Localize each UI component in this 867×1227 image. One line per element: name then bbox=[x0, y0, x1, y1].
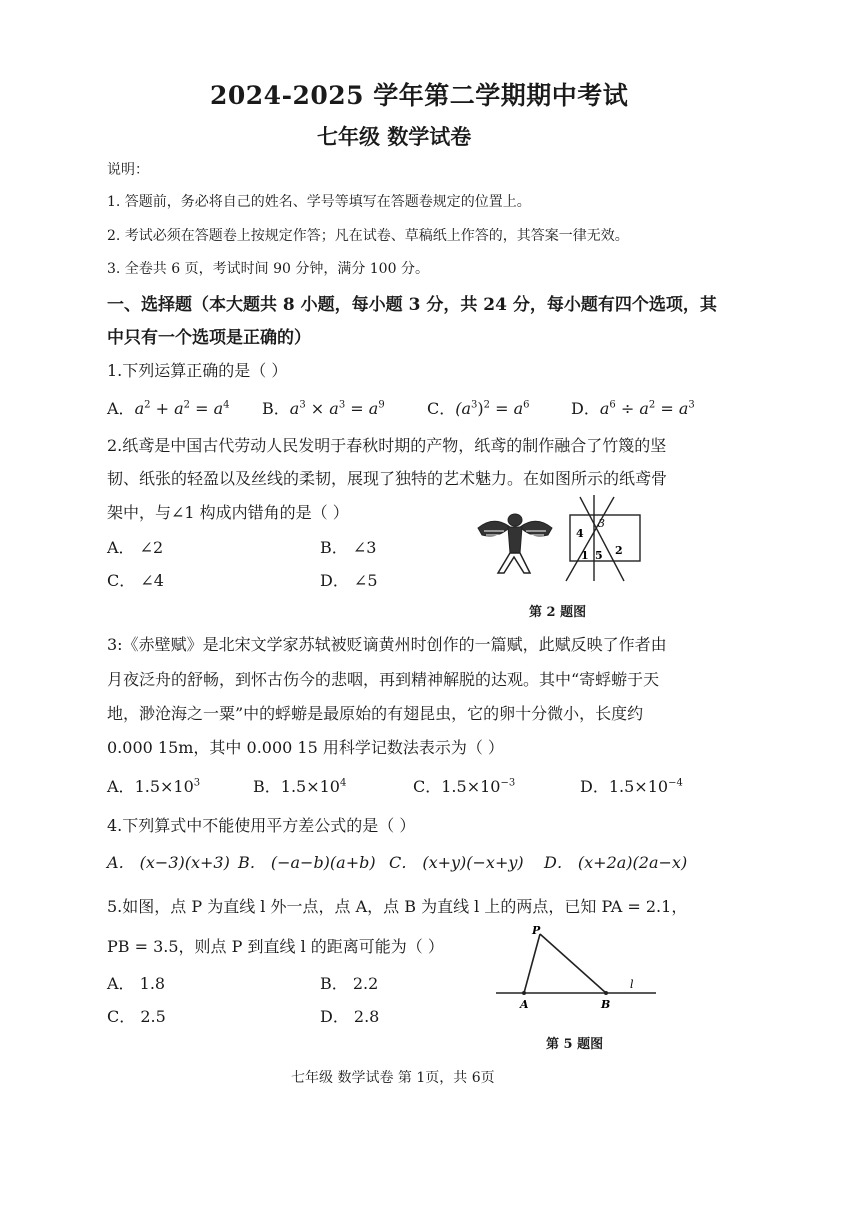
q2-option-a: A． ∠2 bbox=[107, 538, 164, 557]
point-b-label: B bbox=[601, 998, 611, 1011]
q3-option-c: C．$1.5\times 10^{-3}$ bbox=[413, 777, 516, 796]
q5-option-a: A． 1.8 bbox=[107, 974, 166, 993]
q2-option-b: B． ∠3 bbox=[320, 538, 377, 557]
q2-option-c: C． ∠4 bbox=[107, 571, 164, 590]
q4-option-a: A． (x−3)(x+3) bbox=[107, 853, 230, 872]
note-item-3: 3. 全卷共 6 页，考试时间 90 分钟，满分 100 分。 bbox=[107, 261, 429, 277]
q2-line2: 韧、纸张的轻盈以及丝线的柔韧，展现了独特的艺术魅力。在如图所示的纸鸢骨 bbox=[107, 469, 668, 488]
page-footer: 七年级 数学试卷 第 1页，共 6页 bbox=[291, 1070, 495, 1086]
q4-option-c: C． (x+y)(−x+y) bbox=[389, 853, 524, 872]
point-b-dot bbox=[604, 991, 608, 995]
q3-option-a: A．$1.5\times 10^3$ bbox=[107, 777, 201, 796]
exam-subtitle: 七年级 数学试卷 bbox=[317, 124, 472, 149]
angle-label-2: 2 bbox=[615, 544, 623, 557]
point-a-label: A bbox=[520, 998, 529, 1011]
q2-option-d: D． ∠5 bbox=[320, 571, 378, 590]
q3-option-d: D．$1.5\times 10^{-4}$ bbox=[580, 777, 683, 796]
q2-line3: 架中，与∠1 构成内错角的是（ ） bbox=[107, 503, 349, 522]
note-item-1: 1. 答题前，务必将自己的姓名、学号等填写在答题卷规定的位置上。 bbox=[107, 194, 531, 210]
q1-option-a: A．$a^2 + a^2 = a^4$ bbox=[107, 399, 230, 418]
segment-pa bbox=[524, 934, 540, 993]
notes-heading: 说明： bbox=[107, 162, 149, 178]
angle-label-4: 4 bbox=[576, 527, 584, 540]
point-a-dot bbox=[522, 991, 526, 995]
q1-stem: 1.下列运算正确的是（ ） bbox=[107, 361, 288, 380]
q3-line3: 地，渺沧海之一粟”中的蜉蝣是最原始的有翅昆虫，它的卵十分微小，长度约 bbox=[107, 704, 644, 723]
line-l-label: l bbox=[630, 978, 634, 991]
segment-pb bbox=[540, 934, 606, 993]
angle-label-5: 5 bbox=[595, 549, 603, 562]
exam-title: 2024-2025 学年第二学期期中考试 bbox=[210, 81, 629, 110]
q2-line1: 2.纸鸢是中国古代劳动人民发明于春秋时期的产物，纸鸢的制作融合了竹篾的坚 bbox=[107, 436, 667, 455]
q5-line2: PB = 3.5，则点 P 到直线 l 的距离可能为（ ） bbox=[107, 937, 444, 956]
q4-option-b: B． (−a−b)(a+b) bbox=[238, 853, 376, 872]
q5-option-d: D． 2.8 bbox=[320, 1007, 380, 1026]
q2-figure bbox=[474, 495, 646, 585]
q3-line4: 0.000 15m，其中 0.000 15 用科学记数法表示为（ ） bbox=[107, 738, 504, 757]
q4-option-d: D． (x+2a)(2a−x) bbox=[544, 853, 688, 872]
q3-option-b: B．$1.5\times 10^4$ bbox=[253, 777, 347, 796]
q5-option-c: C． 2.5 bbox=[107, 1007, 166, 1026]
q1-option-b: B．$a^3 \times a^3 = a^9$ bbox=[262, 399, 385, 418]
angle-label-3: 3 bbox=[598, 517, 605, 530]
q1-option-d: D．$a^6 \div a^2 = a^3$ bbox=[571, 399, 695, 418]
section-heading-line2: 中只有一个选项是正确的） bbox=[107, 328, 311, 348]
q2-caption: 第 2 题图 bbox=[529, 605, 587, 620]
angle-label-1: 1 bbox=[581, 549, 589, 562]
q4-stem: 4.下列算式中不能使用平方差公式的是（ ） bbox=[107, 816, 416, 835]
q5-figure bbox=[494, 922, 660, 1014]
point-p-label: P bbox=[532, 924, 541, 937]
q5-line1: 5.如图，点 P 为直线 l 外一点，点 A，点 B 为直线 l 上的两点，已知 PA = 2.1， bbox=[107, 897, 688, 916]
q5-caption: 第 5 题图 bbox=[546, 1037, 604, 1052]
q1-option-c: C．$(a^3)^2 = a^6$ bbox=[427, 399, 530, 418]
q3-line1: 3:《赤壁赋》是北宋文学家苏轼被贬谪黄州时创作的一篇赋，此赋反映了作者由 bbox=[107, 635, 667, 654]
note-item-2: 2. 考试必须在答题卷上按规定作答；凡在试卷、草稿纸上作答的，其答案一律无效。 bbox=[107, 228, 629, 244]
q5-option-b: B． 2.2 bbox=[320, 974, 379, 993]
section-heading-line1: 一、选择题（本大题共 8 小题，每小题 3 分，共 24 分，每小题有四个选项，其 bbox=[107, 295, 717, 315]
q3-line2: 月夜泛舟的舒畅，到怀古伤今的悲咽，再到精神解脱的达观。其中“寄蜉蝣于天 bbox=[107, 670, 660, 689]
kite-drawing bbox=[478, 514, 552, 573]
